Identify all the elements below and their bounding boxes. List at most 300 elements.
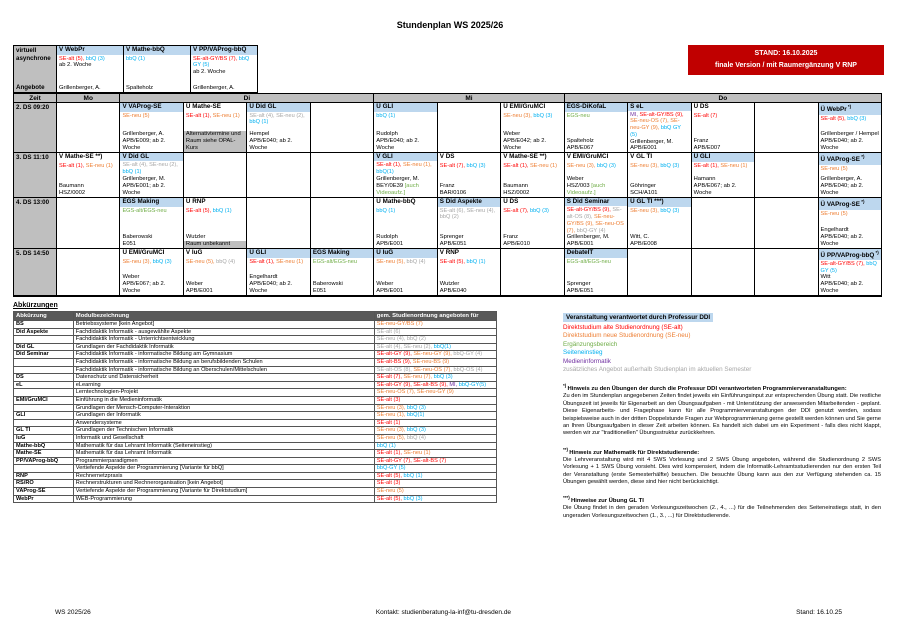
audience-tag: bbQ (1): [249, 119, 269, 126]
course-audience: [57, 162, 119, 170]
virtual-course-cell: [190, 46, 257, 92]
course-room: APB/E067: [566, 145, 594, 151]
audience-tag: SE-neu (1): [529, 162, 558, 169]
course-room: APB/E010: [503, 241, 530, 247]
course-cell: [183, 103, 246, 153]
audience-tag: SE-alt (1),: [59, 162, 86, 169]
spacer: [692, 119, 754, 138]
footnote-title: [563, 382, 881, 393]
course-title: Ü IuG: [374, 249, 436, 258]
audience-tag: SE-alt-OS (8),: [376, 366, 414, 373]
course-room: APB/E001: [376, 241, 404, 247]
footnote-body: Die Übung findet in den geraden Vorlesungszeitwochen (2., 4., ...) für die Teilnehmenden des Seiteneinstiegs statt, in den ungeraden Vorlesungszeitwochen (1., 3., ...) für Direktstudierende.: [563, 505, 881, 519]
course-cell: [373, 249, 436, 296]
course-note: ab 2. Woche: [59, 62, 92, 69]
audience-tag: bbQ (3): [466, 162, 486, 169]
footnote: [563, 382, 881, 437]
abbr-code: [14, 404, 74, 412]
abbr-code: EMI/GruMCI: [14, 396, 74, 404]
course-cell: [627, 198, 690, 249]
audience-tag: SE-neu-GY (9),: [413, 351, 454, 358]
footnote-title: [563, 446, 881, 457]
course-lecturer: Franz: [503, 234, 519, 240]
course-room: E051: [312, 288, 327, 294]
course-lecturer: Baberowski: [122, 234, 153, 240]
abbr-row: [14, 396, 497, 404]
abbr-module-name: Grundlagen der Technischen Informatik: [73, 427, 374, 435]
abbr-module-name: Vertiefende Aspekte der Programmierung [Variante für Direktstudium]: [73, 488, 374, 496]
audience-tag: SE-neu (3),: [566, 162, 597, 169]
course-room: APB/E067; ab 2. Woche: [122, 281, 166, 294]
abbr-module-name: Programmierparadigmen: [73, 457, 374, 465]
course-lecturer: Rudolph: [376, 234, 398, 240]
course-cell: [119, 198, 182, 249]
audience-tag: SE-neu-OS (7), SE-neu-GY (9): [376, 389, 454, 396]
audience-tag: SE-alt (5),: [376, 495, 404, 502]
course-room: APB/E009; ab 2. Woche: [122, 138, 166, 151]
audience-tag: SE-neu (7),: [403, 374, 434, 381]
abbr-module-name: Fachdidaktik Informatik - informatische Bildung am Gymnasium: [73, 351, 374, 359]
course-room: APB/E040; ab 2. Woche: [820, 281, 864, 294]
course-room: APB/E067; ab 2. Woche: [693, 183, 737, 196]
abbr-row: [14, 488, 497, 496]
footnote-title-text: Hinweise zur Übung GL TI: [571, 498, 644, 505]
audience-tag: SE-alt-BS (9),: [376, 358, 413, 365]
abbr-row: [14, 450, 497, 458]
empty-cell: [56, 198, 119, 249]
course-title: Ü GLI: [374, 103, 436, 112]
legend-item: Direktstudium neue Studienordnung (SE-neu): [563, 332, 691, 340]
audience-tag: SE-neu (1),: [403, 162, 432, 169]
audience-tag: bbQ (1): [122, 169, 142, 176]
abbr-offered-for: [374, 389, 496, 397]
version-banner: [688, 45, 884, 75]
abbr-code: GLI: [14, 412, 74, 420]
abbr-module-name: Mathematik für das Lehramt Informatik (Seiteneinstieg): [73, 442, 374, 450]
audience-tag: bbQ(1): [406, 412, 425, 419]
abbr-row: [14, 351, 497, 359]
course-lecturer: Witt: [820, 274, 831, 281]
audience-tag: EGS-alt/EGS-neu: [122, 207, 167, 214]
course-title: V DS: [439, 153, 455, 160]
audience-tag: SE-alt (7),: [376, 374, 404, 381]
abbr-offered-for: [374, 358, 496, 366]
course-room: APB/E040; ab 2. Woche: [820, 183, 864, 196]
audience-tag: SE-alt (4), SE-neu (2),: [122, 162, 178, 169]
spacer: [311, 265, 373, 281]
spacer: [120, 214, 182, 234]
course-cell: [500, 153, 563, 198]
course-audience: [819, 210, 881, 218]
abbr-row: [14, 343, 497, 351]
audience-tag: SE-alt (7): [693, 112, 718, 119]
course-room: APB/E040; ab 2. Woche: [249, 281, 293, 294]
audience-tag: SE-neu-OS (7), SE-neu-GY (9),: [630, 118, 680, 132]
virtual-course-cell: [56, 46, 123, 92]
abbr-module-name: Fachdidaktik Informatik - ausgewählte Aspekte: [73, 328, 374, 336]
abbr-module-name: Datenschutz und Datensicherheit: [73, 374, 374, 382]
course-audience: [819, 260, 881, 275]
spacer: [565, 119, 627, 138]
abbr-offered-for: [374, 412, 496, 420]
spacer: [124, 62, 190, 85]
spacer: [374, 265, 436, 281]
version-banner-date: STAND: 16.10.2025: [754, 50, 818, 57]
course-lecturer: Engelhardt: [249, 274, 278, 280]
course-lecturer: Grillenberger, A.: [193, 85, 235, 91]
course-title: V VAProg-SE: [120, 103, 182, 112]
course-cell: [818, 153, 881, 198]
abbr-module-name: Betriebssysteme [kein Angebot]: [73, 321, 374, 329]
audience-tag: SE-alt (4), SE-neu (2),: [249, 112, 305, 119]
page-title: Stundenplan WS 2025/26: [396, 20, 504, 30]
spacer: [438, 169, 500, 183]
course-lecturer: Hamann: [693, 176, 716, 182]
audience-tag: SE-alt (5),: [439, 258, 467, 265]
spacer: [628, 214, 690, 234]
abbr-code: Mathe-SE: [14, 450, 74, 458]
course-cell: [119, 153, 182, 198]
footer-contact: Kontakt: studienberatung-la-inf@tu-dresden.de: [375, 609, 512, 616]
empty-cell: [56, 103, 119, 153]
audience-tag: bbQ (1): [212, 207, 232, 214]
spacer: [184, 119, 246, 131]
footer-semester: WS 2025/26: [55, 609, 91, 616]
course-title: V EMI/GruMCI: [566, 153, 609, 160]
course-cell: [500, 198, 563, 249]
audience-tag: bbQ-OS (4): [453, 366, 483, 373]
time-slot-label: 4. DS 13:00: [14, 198, 56, 249]
course-room: APB/E001: [376, 288, 404, 294]
course-audience: [57, 55, 123, 63]
course-lecturer: Spalteholz: [126, 85, 154, 91]
spacer: [247, 265, 309, 274]
course-room: APB/E008: [630, 241, 657, 247]
course-title: V GLI: [374, 153, 436, 161]
spacer: [501, 169, 563, 183]
abbr-offered-for: [374, 374, 496, 382]
course-lecturer: Grillenberger, M.: [376, 176, 420, 183]
course-room: APB/E040: [439, 288, 467, 294]
footnote-title: [563, 494, 881, 505]
abbr-offered-for: [374, 321, 496, 329]
virtual-offers-label-line: asynchrone: [16, 54, 51, 62]
page-footer: [13, 609, 880, 616]
audience-tag: SE-neu (1),: [376, 412, 407, 419]
course-cell: [818, 103, 881, 153]
audience-tag: SE-alt-OS (8),: [566, 207, 622, 220]
spacer: [501, 119, 563, 131]
abbr-offered-for: [374, 480, 496, 488]
course-lecturer: Franz: [693, 138, 709, 144]
abbr-code: PP/VAProg-bbQ: [14, 457, 74, 465]
course-room: APB/E051: [439, 241, 467, 247]
footnote-body: Zu den im Stundenplan angegebenen Zeiten findet jeweils ein Einführungsinput zur entsprechenden Übung statt. Die restliche Übungszeit ist jeweils für Eigenarbeit an den Übungsaufgaben - mit Unterstützung der anwesenden Mitarbeitenden - geplant. Diese Eigenarbeits- und Fragephase kann für alle Programmierveranstaltungen der DDI genutzt werden, sodass beispielsweise auch in der dritten Doppelstunde Fragen zur Webprogrammierung gerne gestellt werden können und Sie gerne an Ihren Übungsaufgaben in dieser Zeit arbeiten können. Es handelt sich dabei um ein Experiment - falls dies nicht klappt, werden wir zur "traditionellen" Übungsstruktur zurückkehren.: [563, 393, 881, 437]
footnote-ref: *): [859, 199, 865, 204]
course-audience: [565, 258, 627, 266]
day-header-mo: Mo: [56, 94, 119, 103]
footnote-title-text: Hinweis zu den Übungen der durch die Professur DDI verantworteten Programmierveranstaltungen:: [567, 386, 847, 393]
spacer: [819, 217, 881, 227]
course-title: Ü Mathe-bbQ: [376, 198, 416, 205]
timetable-row: [14, 198, 881, 249]
course-title: Ü Mathe-SE: [185, 103, 221, 110]
abbr-code: VAProg-SE: [14, 488, 74, 496]
footnote-title-text: Hinweis zur Mathematik für Direktstudierende:: [569, 449, 700, 456]
course-room: APB/E001: [566, 241, 594, 247]
course-room: HSZ/0002: [59, 190, 86, 196]
abbr-module-name: Rechnernetzpraxis: [73, 472, 374, 480]
abbr-module-name: Mathematik für das Lehramt Informatik: [73, 450, 374, 458]
abbr-row: [14, 358, 497, 366]
abbr-row: [14, 434, 497, 442]
course-lecturer: Sprenger: [439, 234, 464, 240]
course-audience: [374, 161, 436, 176]
course-audience: [374, 207, 436, 215]
abbr-module-name: Fachdidaktik Informatik - informatische Bildung an Oberschulen/Mittelschulen: [73, 366, 374, 374]
audience-tag: bbQ (3): [533, 112, 553, 119]
course-lecturer: Baumann: [59, 183, 84, 189]
abbr-code: Did Aspekte: [14, 328, 74, 336]
audience-tag: SE-alt (6): [376, 328, 401, 335]
virtual-offers-block: [13, 45, 258, 93]
course-room: BEY/0E39 [auch Videoaufz.]: [376, 183, 419, 196]
audience-tag: bbQ (3): [433, 374, 453, 381]
course-note: ab 2. Woche: [193, 69, 226, 76]
course-lecturer: Göhringer: [630, 183, 656, 189]
course-cell: [818, 249, 881, 296]
course-room: APB/E051: [566, 288, 594, 294]
spacer: [184, 265, 246, 281]
course-lecturer: Spalteholz: [566, 138, 594, 144]
legend-items: [563, 324, 881, 374]
timetable-row: [14, 103, 881, 153]
abbr-row: [14, 480, 497, 488]
empty-cell: [246, 153, 309, 198]
course-lecturer: Grillenberger, A.: [59, 85, 101, 91]
course-title: S Did Seminar: [565, 198, 627, 206]
audience-tag: bbQ (3): [406, 404, 426, 411]
course-title: Ü DS: [503, 198, 519, 205]
abbr-offered-for: [374, 495, 496, 503]
audience-tag: bbQ-GY (4): [453, 351, 483, 358]
course-lecturer: Baberowski: [312, 281, 343, 287]
course-audience: [191, 55, 257, 70]
audience-tag: SE-alt (5),: [376, 472, 404, 479]
virtual-offers-label: [14, 46, 56, 92]
footnote-body: Die Lehrveranstaltung wird mit 4 SWS Vorlesung und 2 SWS Übung angeboten, während die Studienordnung 2 SWS Vorlesung + 1 SWS Übung vorsieht. Dies wird kompensiert, indem die Informatik-Lehramtsstudierenden nur den ersten Teil der Veranstaltung (erste Semesterhälfte) besuchen. Die besuchte Übung kann aus den zur Verfügung stehenden ca. 15 Übungen gewählt werden, diese sind hier nicht berücksichtigt.: [563, 456, 881, 486]
audience-tag: MI,: [449, 381, 459, 388]
abbr-row: [14, 465, 497, 473]
audience-tag: SE-neu (5),: [185, 258, 217, 265]
course-title: Ü RNP: [185, 198, 206, 205]
course-audience: [124, 55, 190, 63]
empty-cell: [56, 249, 119, 296]
abbr-offered-for: [374, 427, 496, 435]
audience-tag: bbQ (3): [152, 258, 172, 265]
abbr-column-header: Modulbezeichnung: [73, 312, 374, 321]
audience-tag: SE-alt (1),: [693, 162, 721, 169]
course-title: Ü VAProg-SE *): [819, 198, 881, 210]
audience-tag: bbQ (3): [660, 207, 680, 214]
course-lecturer: Weber: [503, 131, 521, 137]
course-audience: [311, 258, 373, 266]
audience-tag: bbQ GY (5): [630, 125, 681, 138]
course-cell: [437, 249, 500, 296]
course-room: Raum unbekannt: [184, 241, 246, 248]
course-cell: [373, 103, 436, 153]
course-cell: [183, 198, 246, 249]
footnote-marker: **): [563, 446, 570, 452]
abbr-row: [14, 328, 497, 336]
audience-tag: bbQ (3): [847, 115, 867, 122]
abbr-code: [14, 358, 74, 366]
course-audience: [438, 162, 500, 170]
spacer: [184, 214, 246, 234]
abbr-code: [14, 336, 74, 344]
audience-tag: EGS-neu: [566, 112, 590, 119]
abbr-module-name: Lerntechnologien-Projekt: [73, 389, 374, 397]
course-audience: [438, 207, 500, 222]
legend-and-notes-panel: [563, 306, 881, 520]
virtual-offers-label-line: virtuell: [16, 47, 37, 54]
course-audience: [501, 207, 563, 215]
abbr-module-name: Grundlagen der Fachdidaktik Informatik: [73, 343, 374, 351]
audience-tag: SE-alt (1): [376, 419, 401, 426]
abbr-offered-for: [374, 450, 496, 458]
audience-tag: SE-alt (5),: [820, 115, 848, 122]
course-lecturer: Baumann: [503, 183, 529, 189]
timetable-row: [14, 153, 881, 198]
room-note: [auch Videoaufz.]: [566, 183, 606, 196]
audience-tag: SE-neu (5),: [376, 258, 407, 265]
audience-tag: SE-alt-GY (9), SE-alt-BS (9),: [376, 381, 450, 388]
spacer: [565, 169, 627, 176]
abbr-offered-for: [374, 381, 496, 389]
course-title: V Mathe-SE **): [503, 153, 547, 160]
abbr-module-name: Grundlagen der Mensch-Computer-Interaktion: [73, 404, 374, 412]
course-title: V Mathe-bbQ: [124, 46, 190, 55]
course-lecturer: Grillenberger, M.: [566, 234, 610, 241]
abbr-offered-for: [374, 396, 496, 404]
course-cell: [627, 103, 690, 153]
audience-tag: SE-alt (6), SE-neu (4), bbQ (2): [439, 207, 496, 221]
audience-tag: SE-alt-GY (9),: [376, 351, 414, 358]
abbr-row: [14, 381, 497, 389]
footnote-ref: *): [859, 154, 865, 159]
audience-tag: bbQ (3): [529, 207, 549, 214]
abbr-offered-for: [374, 343, 496, 351]
course-lecturer: Wutzler: [439, 281, 460, 287]
audience-tag: SE-neu (1): [720, 162, 748, 169]
course-title: EGS Making: [120, 198, 182, 207]
empty-cell: [691, 198, 754, 249]
audience-tag: SE-neu (5): [820, 210, 848, 217]
empty-cell: [754, 153, 817, 198]
abbr-code: BS: [14, 321, 74, 329]
audience-tag: SE-neu (5): [376, 488, 404, 495]
course-lecturer: Weber: [122, 274, 140, 280]
audience-tag: SE-neu (1): [403, 450, 431, 457]
audience-tag: SE-alt (1),: [185, 112, 213, 119]
audience-tag: SE-alt (4), SE-neu (2),: [376, 343, 434, 350]
audience-tag: SE-alt (1),: [376, 450, 404, 457]
empty-cell: [310, 153, 373, 198]
audience-tag: SE-neu (1): [85, 162, 113, 169]
abbr-row: [14, 419, 497, 427]
course-audience: [247, 258, 309, 266]
abbr-module-name: Fachdidaktik Informatik - informatische Bildung an berufsbildenden Schulen: [73, 358, 374, 366]
course-audience: [184, 112, 246, 120]
course-lecturer: Weber: [566, 176, 584, 182]
course-room: APB/E040; ab 2. Woche: [820, 138, 864, 151]
course-lecturer: Grillenberger, M.: [122, 176, 166, 183]
course-cell: [691, 153, 754, 198]
audience-tag: SE-neu (4), bbQ (2): [376, 336, 426, 343]
course-room: APB/E040; ab 2. Woche: [376, 138, 420, 151]
audience-tag: bbQ (3): [596, 162, 616, 169]
course-audience: [374, 112, 436, 120]
abbr-module-name: Einführung in die Medieninformatik: [73, 396, 374, 404]
audience-tag: SE-neu-BS (9): [412, 358, 450, 365]
day-header-mi: Mi: [373, 94, 563, 103]
course-audience: [565, 112, 627, 120]
audience-tag: SE-alt-GY (7), SE-alt-BS (7): [376, 457, 447, 464]
footnote-ref: *): [846, 104, 852, 109]
course-audience: [374, 258, 436, 266]
spacer: [374, 119, 436, 131]
spacer: [501, 214, 563, 234]
abbr-offered-for: [374, 442, 496, 450]
spacer: [120, 119, 182, 131]
room-note: [auch Videoaufz.]: [376, 183, 419, 196]
course-lecturer: Witt, C.: [630, 234, 650, 240]
course-title: EGS Making: [311, 249, 373, 258]
course-lecturer: Weber: [185, 281, 203, 287]
spacer: [57, 69, 123, 85]
course-audience: [120, 258, 182, 266]
course-room: E051: [122, 241, 136, 247]
audience-tag: SE-alt-GY/BS (7),: [820, 260, 867, 267]
course-title: Ü PP/VAProg-bbQ *): [819, 249, 881, 260]
day-header-do: Do: [564, 94, 881, 103]
audience-tag: bbQ (1): [126, 55, 145, 62]
course-audience: [692, 162, 754, 170]
audience-tag: SE-neu (3),: [376, 427, 407, 434]
course-title: V RNP: [439, 249, 460, 256]
course-room: APB/E040; ab 2. Woche: [249, 138, 293, 151]
course-audience: [628, 162, 690, 170]
abbr-row: [14, 336, 497, 344]
abbr-offered-for: [374, 328, 496, 336]
empty-cell: [310, 198, 373, 249]
audience-tag: bbQ GY (5): [820, 260, 877, 274]
abbr-row: [14, 495, 497, 503]
abbr-module-name: Rechnerstrukturen und Rechnerorganisation [kein Angebot]: [73, 480, 374, 488]
footnote-marker: *): [563, 383, 568, 389]
audience-tag: SE-alt (7),: [439, 162, 467, 169]
course-cell: [56, 153, 119, 198]
abbr-row: [14, 389, 497, 397]
course-room: APB/E007: [693, 145, 721, 151]
audience-tag: SE-alt-GY/BS (9),: [566, 207, 613, 214]
abbreviations-table: [13, 311, 497, 503]
course-room: HSZ/003 [auch Videoaufz.]: [566, 183, 606, 196]
abbr-code: [14, 389, 74, 397]
abbr-row: [14, 412, 497, 420]
course-title: S eL: [628, 103, 690, 111]
abbr-column-header: gem. Studienordnung angeboten für: [374, 312, 496, 321]
